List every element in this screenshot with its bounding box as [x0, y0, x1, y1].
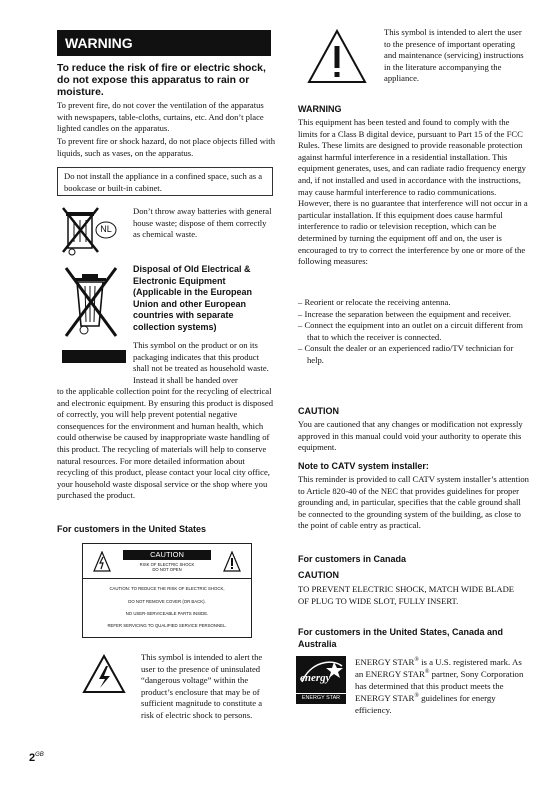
registered-mark: ® — [414, 693, 419, 700]
battery-icon-label: NL — [100, 224, 112, 234]
battery-text: Don’t throw away batteries with general house waste; dispose of them correctly as chemical waste. — [133, 206, 272, 240]
caution-label-sub1: RISK OF ELECTRIC SHOCK — [139, 562, 195, 567]
canada-heading: For customers in Canada — [298, 554, 407, 564]
canada-caution-body: TO PREVENT ELECTRIC SHOCK, MATCH WIDE BLADE OF PLUG TO WIDE SLOT, FULLY INSERT. — [298, 584, 515, 606]
us-canada-australia-heading: For customers in the United States, Canada and Australia — [298, 627, 504, 649]
registered-mark: ® — [424, 669, 430, 676]
caution-body: You are cautioned that any changes or modification not expressly approved in this manual could void your authority to operate this equipment. — [298, 419, 523, 453]
list-item: – Consult the dealer or an experienced radio/TV technician for help. — [298, 343, 528, 366]
energy-star-text: ENERGY STAR® is a U.S. registered mark. As an ENERGY STAR® partner, Sony Corporation has determined that this product meets the ENERGY STAR® guidelines for energy efficiency. — [355, 657, 524, 715]
important-instructions-icon — [306, 28, 368, 86]
caution-label-line1: CAUTION: TO REDUCE THE RISK OF ELECTRIC SHOCK, — [109, 586, 225, 591]
fire-paragraph-1: To prevent fire, do not cover the ventilation of the apparatus with newspapers, table-cloths, curtains, etc. And don’t place lighted candles on the apparatus. — [57, 100, 264, 134]
energy-star-logo-script: energy — [300, 672, 331, 684]
us-customers-heading: For customers in the United States — [57, 524, 207, 534]
canada-caution-heading: CAUTION — [298, 570, 339, 580]
weee-bin-icon — [62, 264, 126, 370]
catv-heading: Note to CATV system installer: — [298, 461, 429, 471]
fire-heading: To reduce the risk of fire or electric shock, do not expose this apparatus to rain or moisture. — [57, 63, 266, 98]
caution-heading: CAUTION — [298, 406, 339, 416]
lightning-triangle-icon — [93, 551, 111, 578]
list-item: – Increase the separation between the equipment and receiver. — [298, 309, 528, 321]
caution-label-line2: DO NOT REMOVE COVER (OR BACK). — [128, 599, 206, 604]
fcc-measures-list — [298, 297, 528, 367]
energy-star-logo — [296, 656, 346, 704]
caution-label-sub2: DO NOT OPEN — [152, 567, 182, 572]
fire-paragraph-2: To prevent fire or shock hazard, do not place objects filled with liquids, such as vases, on the apparatus. — [57, 136, 275, 158]
page-number: $2^{GB}$ — [29, 752, 44, 764]
energy-star-logo-label: ENERGY STAR — [301, 695, 341, 701]
weee-body-top: This symbol on the product or on its packaging indicates that this product shall not be treated as household waste. Instead it shall be handed over — [133, 340, 269, 385]
page-suffix: GB — [35, 752, 44, 758]
weee-body-rest: to the applicable collection point for the recycling of electrical and electronic equipment. By ensuring this product is disposed of correctly, you will help prevent potential negative consequences for the environment and human health, which could otherwise be caused by inappropriate waste handling of this product. The recycling of materials will help to conserve natural resources. For more detailed information about recycling of this product, please contact your local city office, your household waste disposal service or the shop where you purchased the product. — [57, 386, 273, 501]
dangerous-voltage-text: This symbol is intended to alert the user to the presence of uninsulated “dangerous voltage” within the product’s enclosure that may be of sufficient magnitude to constitute a risk of electric shock to persons. — [141, 652, 263, 720]
dangerous-voltage-icon — [82, 654, 126, 694]
important-instructions-text: This symbol is intended to alert the user to the presence of important operating and maintenance (servicing) instructions in the literature accompanying the appliance. — [384, 27, 524, 84]
registered-mark: ® — [414, 657, 419, 664]
catv-body: This reminder is provided to call CATV system installer’s attention to Article 820-40 of the NEC that provides guidelines for proper grounding and, in particular, specifies that the cable ground shall be connected to the grounding system of the building, as close to the point of cable entry as practical. — [298, 474, 529, 531]
fcc-warning-heading: WARNING — [298, 104, 342, 114]
list-item: – Connect the equipment into an outlet on a circuit different from that to which the receiver is connected. — [298, 320, 528, 343]
warning-banner: WARNING — [57, 30, 271, 56]
caution-label-line3: NO USER-SERVICEABLE PARTS INSIDE. — [125, 611, 209, 616]
list-item: – Reorient or relocate the receiving antenna. — [298, 297, 528, 309]
confined-space-note: Do not install the appliance in a confined space, such as a bookcase or built-in cabinet. — [57, 167, 273, 196]
weee-heading: Disposal of Old Electrical & Electronic Equipment (Applicable in the European Union and other European countries with separate collection systems) — [133, 264, 253, 332]
caution-label-line4: REFER SERVICING TO QUALIFIED SERVICE PERSONNEL. — [107, 623, 227, 628]
caution-label-title: CAUTION — [123, 550, 211, 560]
fcc-body: This equipment has been tested and found to comply with the limits for a Class B digital device, pursuant to Part 15 of the FCC Rules. These limits are designed to provide reasonable protection against harmful interference in a residential installation. This equipment generates, uses, and can radiate radio frequency energy and, if not installed and used in accordance with the instructions, may cause harmful interference to radio communications. However, there is no guarantee that interference will not occur in a particular installation. If this equipment does cause harmful interference to radio or television reception, which can be determined by turning the equipment off and on, the user is encouraged to try to correct the interference by one or more of the following measures: — [298, 117, 528, 267]
exclamation-triangle-icon — [223, 551, 241, 578]
caution-label-box — [82, 543, 252, 638]
